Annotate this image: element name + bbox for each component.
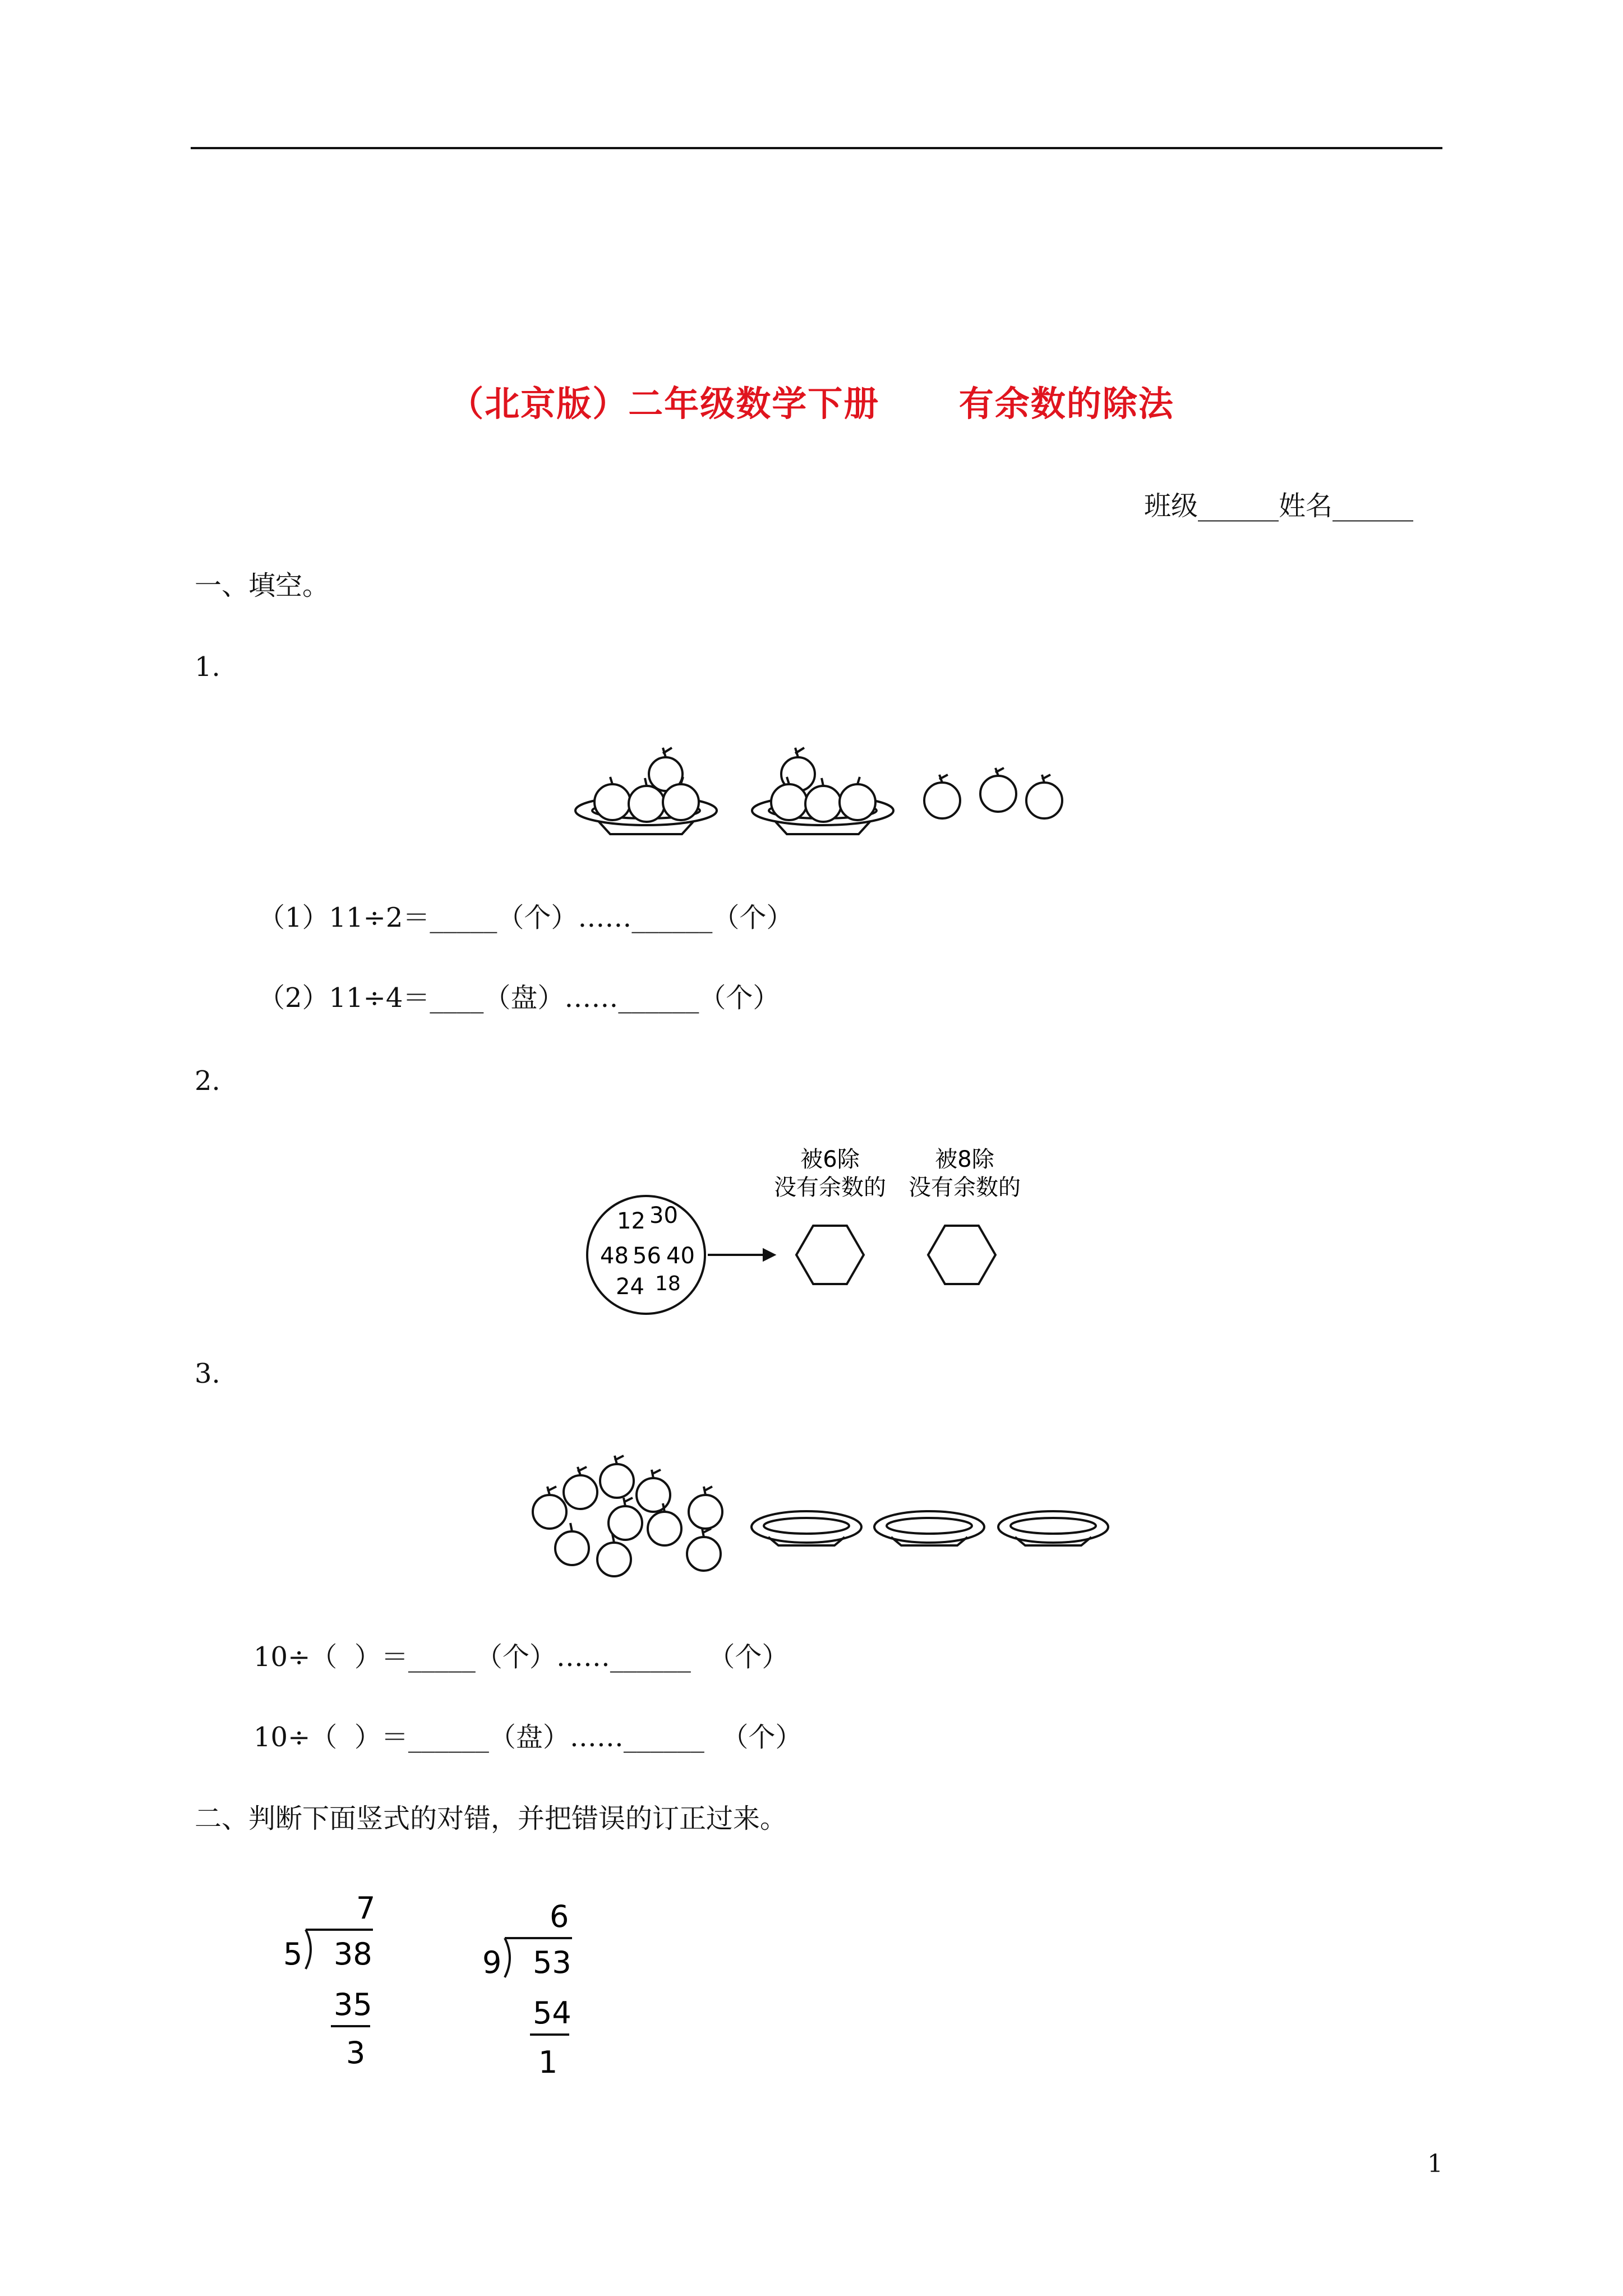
div2-dividend: 53: [533, 1945, 571, 1980]
arrow: [708, 1250, 774, 1260]
circle-number-12: 12: [617, 1208, 645, 1234]
division-bracket: [505, 1938, 510, 1977]
div1-product: 35: [334, 1987, 372, 2022]
div2-remainder: 1: [538, 2045, 558, 2080]
hexagon-2-label-line-1: 被8除: [935, 1147, 994, 1172]
document-title: （北京版）二年级数学下册 有余数的除法: [449, 383, 1174, 424]
division-bracket: [306, 1930, 311, 1969]
header-rule: [191, 147, 1442, 149]
div1-dividend: 38: [334, 1936, 372, 1972]
question-3-number: 3.: [195, 1358, 220, 1389]
question-2-number: 2.: [195, 1065, 220, 1097]
circle-number-56: 56: [633, 1243, 661, 1269]
apples-on-plates-illustration: [572, 738, 1071, 850]
question-3-line-1: 10÷（ ）＝_____（个）……______ （个）: [253, 1641, 789, 1673]
hexagon-1-label-line-2: 没有余数的: [774, 1175, 886, 1200]
ten-apples-three-plates-illustration: [516, 1447, 1122, 1588]
div2-quotient: 6: [550, 1899, 569, 1934]
div1-divisor: 5: [283, 1936, 303, 1972]
div2-product: 54: [533, 1995, 571, 2031]
question-1-line-1: （1）11÷2＝_____（个）……______（个）: [258, 902, 794, 933]
long-division-2: [482, 1893, 594, 2095]
circle-number-48: 48: [600, 1243, 629, 1269]
hexagon-2-label-line-2: 没有余数的: [909, 1175, 1021, 1200]
long-division-1: [283, 1885, 395, 2087]
question-1-line-2: （2）11÷4＝____（盘）……______（个）: [258, 982, 780, 1014]
section-2-heading: 二、判断下面竖式的对错，并把错误的订正过来。: [195, 1803, 787, 1834]
div1-remainder: 3: [346, 2035, 366, 2070]
hexagon-1-label-line-1: 被6除: [800, 1147, 860, 1172]
question-3-line-2: 10÷（ ）＝______（盘）……______ （个）: [253, 1722, 803, 1753]
page-number: 1: [1427, 2150, 1443, 2178]
circle-number-40: 40: [666, 1243, 695, 1269]
circle-number-24: 24: [616, 1274, 644, 1300]
class-name-line: 班级______姓名______: [1144, 490, 1414, 522]
div1-quotient: 7: [356, 1890, 376, 1926]
question-1-number: 1.: [195, 651, 220, 683]
hexagon-divisible-by-6: [796, 1226, 864, 1284]
section-1-heading: 一、填空。: [195, 570, 330, 601]
hexagon-divisible-by-8: [928, 1226, 995, 1284]
div2-divisor: 9: [482, 1945, 502, 1980]
number-sorting-diagram: [583, 1139, 1054, 1318]
circle-number-30: 30: [649, 1203, 678, 1228]
circle-number-18: 18: [655, 1272, 681, 1295]
